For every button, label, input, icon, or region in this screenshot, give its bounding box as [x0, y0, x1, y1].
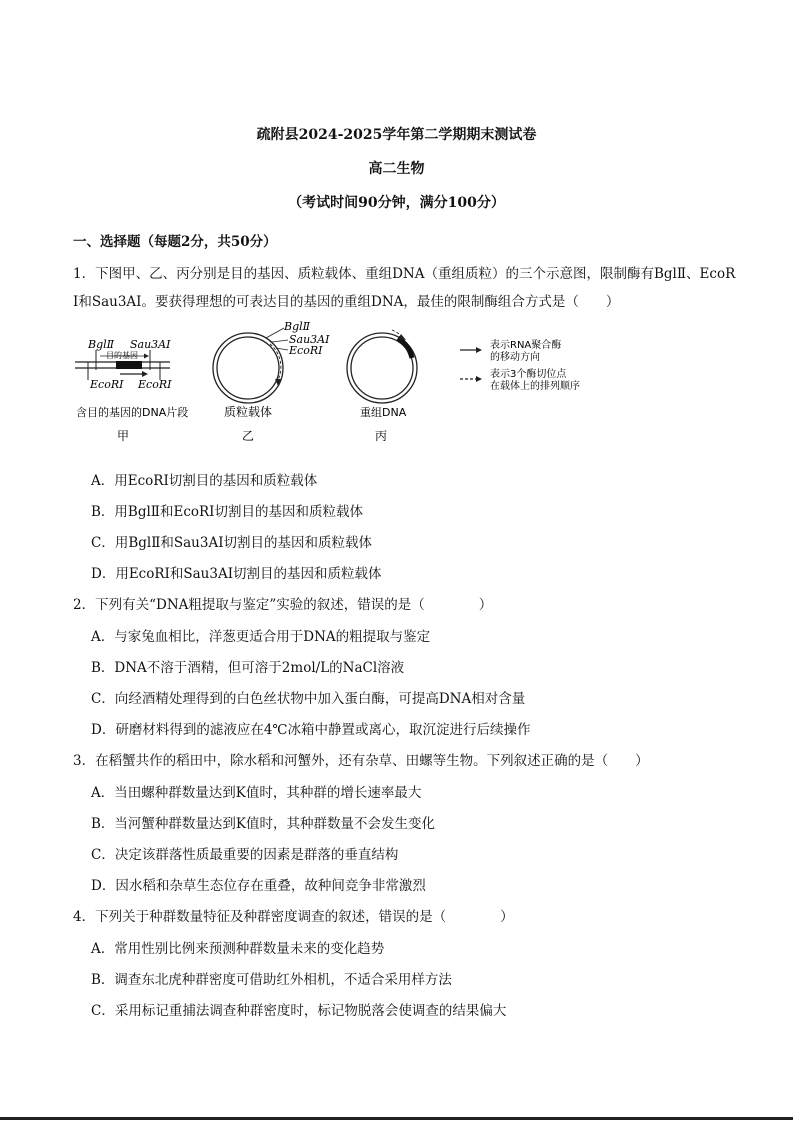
figure-b-caption: 质粒载体	[224, 405, 273, 419]
q2-option-c: C．向经酒精处理得到的白色丝状物中加入蛋白酶，可提高DNA相对含量	[91, 691, 526, 707]
figure-a-sau-label: Sau3AⅠ	[130, 338, 171, 351]
q2-option-b: B．DNA不溶于酒精，但可溶于2mol/L的NaCl溶液	[91, 660, 405, 676]
figure-c-label: 丙	[375, 429, 388, 443]
figure-a-eco-right: EcoRⅠ	[138, 378, 172, 391]
q3-stem: 3．在稻蟹共作的稻田中，除水稻和河蟹外，还有杂草、田螺等生物。下列叙述正确的是（ ）	[73, 753, 649, 769]
figure-a-eco-left: EcoRⅠ	[90, 378, 124, 391]
figure-legend	[460, 347, 482, 382]
q4-option-c: C．采用标记重捕法调查种群密度时，标记物脱落会使调查的结果偏大	[91, 1003, 507, 1019]
figure-a-label: 甲	[117, 429, 130, 443]
figure-a-caption: 含目的基因的DNA片段	[76, 406, 189, 419]
figure-a-bgl-label: BglⅡ	[88, 338, 115, 351]
page-bottom-rule	[0, 1117, 793, 1120]
q4-option-a: A．常用性别比例来预测种群数量未来的变化趋势	[91, 941, 385, 957]
q3-option-c: C．决定该群落性质最重要的因素是群落的垂直结构	[91, 847, 399, 863]
legend-1-line2: 的移动方向	[490, 352, 540, 363]
q1-option-d: D．用EcoRⅠ和Sau3AⅠ切割目的基因和质粒载体	[91, 566, 382, 582]
exam-info: （考试时间90分钟，满分100分）	[288, 195, 505, 211]
exam-subject: 高二生物	[368, 161, 425, 177]
q1-stem-line2: Ⅰ和Sau3AⅠ。要获得理想的可表达目的基因的重组DNA，最佳的限制酶组合方式是（ ）	[73, 294, 620, 310]
figure-b-eco-label: EcoRⅠ	[289, 344, 323, 357]
q2-stem: 2．下列有关“DNA粗提取与鉴定”实验的叙述，错误的是（ ）	[73, 597, 493, 613]
figure-c-recombinant	[347, 330, 417, 403]
exam-title: 疏附县2024-2025学年第二学期期末测试卷	[256, 127, 537, 143]
q1-stem-line1: 1．下图甲、乙、丙分别是目的基因、质粒载体、重组DNA（重组质粒）的三个示意图，限制酶有BglⅡ、EcoR	[73, 266, 736, 282]
figure-b-plasmid	[213, 328, 288, 403]
figure-b-bgl-label: BglⅡ	[284, 320, 311, 333]
q1-option-a: A．用EcoRⅠ切割目的基因和质粒载体	[91, 473, 318, 489]
q1-option-b: B．用BglⅡ和EcoRⅠ切割目的基因和质粒载体	[91, 504, 364, 520]
q4-option-b: B．调查东北虎种群密度可借助红外相机，不适合采用样方法	[91, 972, 452, 988]
figure-b-sau-label: Sau3AⅠ	[289, 333, 330, 346]
figure-c-caption: 重组DNA	[360, 406, 407, 419]
q4-stem: 4．下列关于种群数量特征及种群密度调查的叙述，错误的是（ ）	[73, 909, 514, 925]
figure-a-gene-label: 目的基因	[106, 351, 138, 360]
figure-b-label: 乙	[242, 429, 255, 443]
q3-option-d: D．因水稻和杂草生态位存在重叠，故种间竞争非常激烈	[91, 878, 426, 894]
q3-option-b: B．当河蟹种群数量达到K值时，其种群数量不会发生变化	[91, 816, 436, 832]
q1-figure	[70, 318, 610, 448]
section-heading: 一、选择题（每题2分，共50分）	[73, 234, 277, 250]
legend-2-line1: 表示3个酶切位点	[490, 369, 567, 380]
q2-option-d: D．研磨材料得到的滤液应在4℃冰箱中静置或离心，取沉淀进行后续操作	[91, 722, 531, 738]
q1-option-c: C．用BglⅡ和Sau3AⅠ切割目的基因和质粒载体	[91, 535, 373, 551]
q3-option-a: A．当田螺种群数量达到K值时，其种群的增长速率最大	[91, 785, 422, 801]
legend-2-line2: 在载体上的排列顺序	[490, 381, 580, 392]
legend-1-line1: 表示RNA聚合酶	[490, 340, 562, 351]
q2-option-a: A．与家兔血相比，洋葱更适合用于DNA的粗提取与鉴定	[91, 629, 431, 645]
